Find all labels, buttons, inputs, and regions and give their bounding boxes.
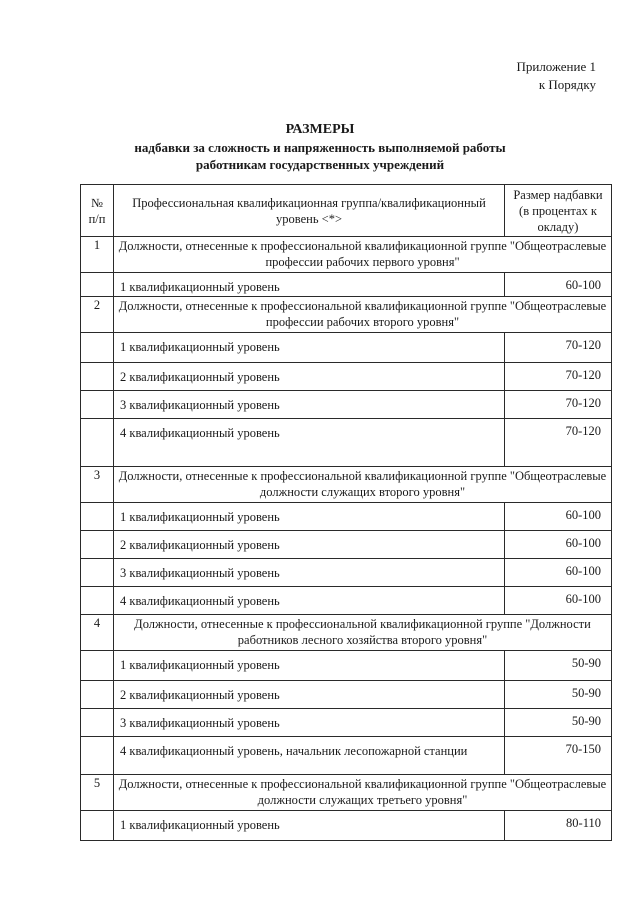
level-value: 80-110 [505,811,612,841]
level-value: 60-100 [505,531,612,559]
level-value: 50-90 [505,709,612,737]
level-row [81,363,612,391]
header-size: Размер надбавки (в процентах к окладу) [505,185,612,237]
level-value: 70-120 [505,391,612,419]
document-title: РАЗМЕРЫ [285,122,355,137]
level-label: 3 квалификационный уровень [114,559,505,587]
level-label: 3 квалификационный уровень [114,709,505,737]
level-label: 2 квалификационный уровень [114,363,505,391]
level-label: 1 квалификационный уровень [114,273,505,297]
group-number: 1 [81,237,114,273]
level-number-cell [81,503,114,531]
level-row [81,737,612,775]
group-title: Должности, отнесенные к профессиональной квалификационной группе "Общеотраслевые профессии рабочих второго уровня" [114,297,612,333]
level-number-cell [81,737,114,775]
level-label: 1 квалификационный уровень [114,333,505,363]
level-row [81,811,612,841]
group-title: Должности, отнесенные к профессиональной квалификационной группе "Общеотраслевые профессии рабочих первого уровня" [114,237,612,273]
level-label: 1 квалификационный уровень [114,651,505,681]
level-number-cell [81,419,114,467]
level-row [81,559,612,587]
group-row [81,467,612,503]
header-number: № п/п [81,185,114,237]
group-row [81,297,612,333]
level-value: 70-120 [505,419,612,467]
appendix-number: Приложение 1 [516,59,596,74]
group-title: Должности, отнесенные к профессиональной квалификационной группе "Должности работников лесного хозяйства второго уровня" [114,615,612,651]
level-value: 70-120 [505,333,612,363]
level-number-cell [81,391,114,419]
level-value: 60-100 [505,273,612,297]
group-number: 5 [81,775,114,811]
level-row [81,273,612,297]
group-number: 3 [81,467,114,503]
level-row [81,503,612,531]
level-number-cell [81,333,114,363]
level-number-cell [81,559,114,587]
allowance-table [80,184,612,841]
level-label: 4 квалификационный уровень, начальник лесопожарной станции [114,737,505,775]
level-label: 1 квалификационный уровень [114,503,505,531]
level-label: 3 квалификационный уровень [114,391,505,419]
level-value: 50-90 [505,681,612,709]
level-row [81,333,612,363]
level-row [81,681,612,709]
level-number-cell [81,273,114,297]
level-row [81,419,612,467]
level-number-cell [81,363,114,391]
level-value: 70-120 [505,363,612,391]
level-row [81,587,612,615]
level-label: 2 квалификационный уровень [114,531,505,559]
group-title: Должности, отнесенные к профессиональной квалификационной группе "Общеотраслевые должности служащих третьего уровня" [114,775,612,811]
group-number: 2 [81,297,114,333]
appendix-reference [516,58,596,94]
group-number: 4 [81,615,114,651]
allowance-table-body [81,185,612,841]
appendix-order-reference: к Порядку [538,77,596,92]
level-value: 50-90 [505,651,612,681]
level-number-cell [81,709,114,737]
level-value: 70-150 [505,737,612,775]
group-row [81,775,612,811]
header-group: Профессиональная квалификационная группа/квалификационный уровень <*> [114,185,505,237]
document-subtitle-line1: надбавки за сложность и напряженность выполняемой работы [134,140,506,155]
level-row [81,709,612,737]
level-number-cell [81,811,114,841]
level-label: 2 квалификационный уровень [114,681,505,709]
level-value: 60-100 [505,587,612,615]
group-row [81,615,612,651]
table-header-row [81,185,612,237]
level-number-cell [81,587,114,615]
level-label: 1 квалификационный уровень [114,811,505,841]
level-label: 4 квалификационный уровень [114,587,505,615]
level-number-cell [81,531,114,559]
level-value: 60-100 [505,559,612,587]
level-row [81,651,612,681]
level-label: 4 квалификационный уровень [114,419,505,467]
level-number-cell [81,651,114,681]
document-subtitle-line2: работникам государственных учреждений [195,157,445,172]
level-number-cell [81,681,114,709]
level-value: 60-100 [505,503,612,531]
level-row [81,531,612,559]
group-row [81,237,612,273]
group-title: Должности, отнесенные к профессиональной квалификационной группе "Общеотраслевые должности служащих второго уровня" [114,467,612,503]
level-row [81,391,612,419]
